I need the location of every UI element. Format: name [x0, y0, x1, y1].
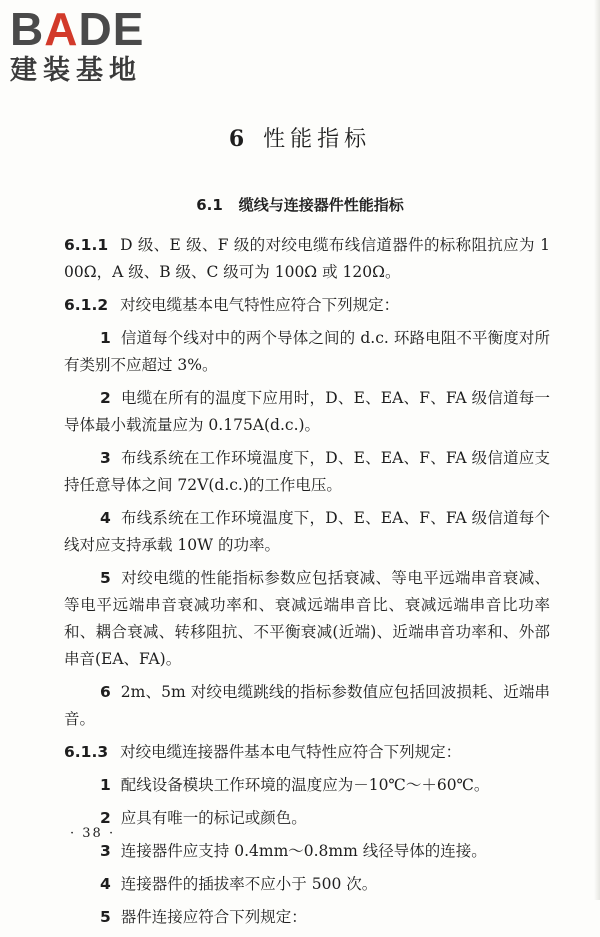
item-label: 6 [100, 683, 111, 701]
clause-6-1-2-item-5 [64, 565, 550, 673]
clause-label: 6.1.1 [64, 236, 109, 254]
item-label: 5 [100, 569, 111, 587]
clause-6-1-2-item-1 [64, 325, 550, 379]
chapter-title-text: 性能指标 [263, 127, 372, 152]
item-label: 2 [100, 809, 111, 827]
clause-6-1-3 [64, 739, 550, 766]
section-title [0, 194, 600, 216]
bade-logo [8, 4, 178, 86]
clause-6-1-3-item-3 [64, 838, 550, 865]
clause-6-1-2-item-6 [64, 679, 550, 733]
clause-6-1-3-item-1 [64, 772, 550, 799]
item-text: 信道每个线对中的两个导体之间的 d.c. 环路电阻不平衡度对所有类别不应超过 3%。 [64, 329, 550, 374]
item-text: 配线设备模块工作环境的温度应为－10℃～＋60℃。 [120, 776, 490, 794]
clause-6-1-2-item-4 [64, 505, 550, 559]
item-text: 电缆在所有的温度下应用时，D、E、EA、F、FA 级信道每一导体最小载流量应为 0.175A(d.c.)。 [64, 389, 550, 434]
item-label: 5 [100, 908, 111, 926]
item-text: 2m、5m 对绞电缆跳线的指标参数值应包括回波损耗、近端串音。 [64, 683, 550, 728]
page-number: · 38 · [70, 826, 116, 841]
clause-text: 对绞电缆连接器件基本电气特性应符合下列规定： [120, 743, 462, 761]
body-content [64, 232, 550, 937]
logo-letter-a-accent: A [44, 3, 79, 55]
item-label: 1 [100, 329, 111, 347]
section-title-text: 缆线与连接器件性能指标 [238, 196, 404, 214]
clause-label: 6.1.2 [64, 296, 109, 314]
item-text: 布线系统在工作环境温度下，D、E、EA、F、FA 级信道每个线对应支持承载 10W 的功率。 [64, 509, 550, 554]
item-label: 2 [100, 389, 111, 407]
item-text: 器件连接应符合下列规定： [120, 908, 307, 926]
section-number: 6.1 [196, 196, 223, 214]
logo-letters-de: DE [78, 3, 145, 55]
logo-letter-b: B [10, 3, 45, 55]
clause-6-1-3-item-5 [64, 904, 550, 931]
clause-label: 6.1.3 [64, 743, 109, 761]
clause-6-1-3-item-4 [64, 871, 550, 898]
logo-subtitle: 建装基地 [10, 55, 142, 86]
logo-wordmark [10, 4, 144, 54]
item-text: 对绞电缆的性能指标参数应包括衰减、等电平远端串音衰减、等电平远端串音衰减功率和、衰减远端串音比、衰减远端串音比功率和、耦合衰减、转移阻抗、不平衡衰减(近端)、近端串音功率和、外部串音(EA、FA)。 [64, 569, 550, 668]
clause-6-1-2-item-3 [64, 445, 550, 499]
item-label: 3 [100, 842, 111, 860]
item-label: 1 [100, 776, 111, 794]
item-text: 布线系统在工作环境温度下，D、E、EA、F、FA 级信道应支持任意导体之间 72V(d.c.)的工作电压。 [64, 449, 550, 494]
clause-6-1-3-item-2 [64, 805, 550, 832]
item-label: 4 [100, 509, 111, 527]
item-text: 应具有唯一的标记或颜色。 [120, 809, 307, 827]
page-edge-shadow [594, 0, 600, 900]
item-text: 连接器件应支持 0.4mm～0.8mm 线径导体的连接。 [120, 842, 487, 860]
clause-text: 对绞电缆基本电气特性应符合下列规定： [120, 296, 400, 314]
item-label: 4 [100, 875, 111, 893]
clause-6-1-1 [64, 232, 550, 286]
clause-6-1-2-item-2 [64, 385, 550, 439]
item-text: 连接器件的插拔率不应小于 500 次。 [120, 875, 378, 893]
clause-text: D 级、E 级、F 级的对绞电缆布线信道器件的标称阻抗应为 100Ω，A 级、B 级、C 级可为 100Ω 或 120Ω。 [64, 236, 550, 281]
clause-6-1-2 [64, 292, 550, 319]
chapter-title [0, 124, 600, 155]
item-label: 3 [100, 449, 111, 467]
chapter-number: 6 [228, 126, 250, 152]
